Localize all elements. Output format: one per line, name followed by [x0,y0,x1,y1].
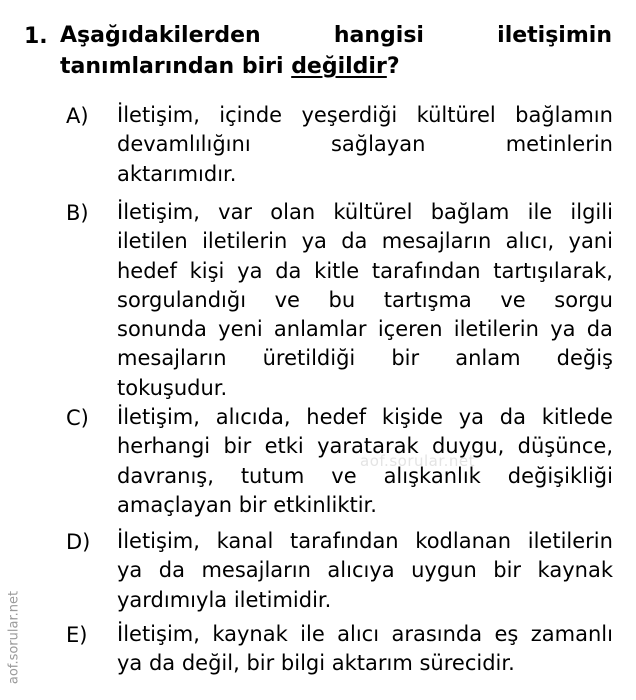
option-word: uygun [411,558,477,583]
option-word: hedef [306,405,367,429]
option-word: değiş [556,346,613,371]
option-word: sorgu [554,287,613,312]
watermark: aof.sorular.net [360,452,476,470]
option-text-line: ya da değil, bir bilgi aktarım sürecidir. [117,651,515,676]
option-word: İletişim, [117,405,200,429]
option-word: ya [237,258,263,283]
option-word: kanal [216,529,274,553]
option-word: bir [493,558,522,583]
option-text [117,527,613,615]
option-word: kitlede [541,405,613,429]
question-stem-line-2 [60,51,612,82]
option-word: davranış, [117,463,214,488]
option-word: İletişim, [117,529,200,553]
option-word: zamanlı [530,622,613,646]
option-text [117,198,613,403]
option-text-line [117,257,613,286]
option-word: kaynak [212,622,288,646]
option-word: anlam [455,346,521,371]
option-word: kitle [314,258,360,283]
option-word: tutum [240,463,305,488]
option-text-line: tokuşudur. [117,375,228,400]
option-text-line [117,130,613,159]
option-word: ile [527,200,553,224]
option-text-line: yardımıyla iletimidir. [117,587,332,612]
option-text-line [117,315,613,344]
option-word: ya [550,317,576,342]
option-word: iletilerin [527,529,613,553]
stem-suffix: ? [386,54,400,79]
option-letter: A) [66,104,89,128]
option-text-line [117,527,613,556]
option-text-line [117,344,613,373]
option-word: hedef [117,258,177,283]
option-word: devamlılığını [117,132,251,157]
stem-prefix: tanımlarından biri [60,54,292,79]
option-word: kültürel [333,200,413,224]
option-word: alıcı, [505,229,555,254]
option-word: alıcıda, [215,405,291,429]
option-word: olan [270,200,316,224]
option-word: içinde [219,103,283,127]
option-word: ve [331,463,357,488]
option-word: değişikliği [507,463,613,488]
question-stem-line-1 [60,20,612,51]
option-text-line [117,198,613,227]
option-word: yeni [218,317,263,342]
option-word: bir [391,346,420,371]
option-word: kodlanan [415,529,512,553]
option-word: ya [301,229,327,254]
option-word: da [586,317,613,342]
option-word: düşünce, [517,434,613,459]
option-letter: B) [66,201,89,225]
option-word: mesajların [117,346,227,371]
option-word: İletişim, [117,103,200,127]
option-word: sorgulandığı [117,287,247,312]
option-word: ilgili [570,200,613,224]
option-word: kültürel [416,103,496,127]
option-text-line [117,227,613,256]
option-text-line [117,101,613,130]
option-word: da [341,229,368,254]
option-word: mesajların [201,558,311,583]
question-stem [60,20,612,82]
question-number: 1. [24,24,48,49]
option-word: kaynak [537,558,613,583]
option-word: mesajların [381,229,492,254]
option-word: iletilen [117,229,188,254]
option-word: iletilerin [453,317,539,342]
option-word: bir [223,434,252,459]
option-word: da [499,405,526,429]
option-word: tartışma [383,287,472,312]
option-word: İletişim, [117,200,200,224]
option-word: arasında [391,622,483,646]
option-word: kişi [189,258,225,283]
option-text-line [117,403,613,432]
option-word: üretildiği [262,346,356,371]
option-text-line [117,620,613,649]
option-word: sonunda [117,317,207,342]
option-letter: D) [66,530,91,554]
option-text [117,101,613,189]
option-word: tartışılarak, [493,258,613,283]
option-word: anlamlar [273,317,367,342]
stem-word: iletişimin [497,23,612,48]
option-word: tarafından [371,258,481,283]
option-word: var [218,200,253,224]
option-word: yani [568,229,613,254]
option-text [117,620,613,679]
option-word: içeren [377,317,443,342]
option-letter: E) [66,623,88,647]
option-word: iletilerin [202,229,288,254]
option-text-line [117,556,613,585]
option-word: metinlerin [505,132,613,157]
option-word: bu [328,287,356,312]
stem-word: hangisi [333,23,424,48]
option-word: alıcıya [327,558,395,583]
option-word: bağlamın [515,103,613,127]
option-word: ya [117,558,143,583]
option-text-line: aktarımıdır. [117,161,237,186]
option-word: herhangi [117,434,211,459]
option-word: alıcı [337,622,380,646]
option-text-line: amaçlayan bir etkinliktir. [117,492,377,517]
option-word: da [158,558,185,583]
option-word: ve [274,287,300,312]
option-word: ya [458,405,484,429]
option-word: ile [300,622,325,646]
option-word: alışkanlık [383,463,481,488]
option-word: da [275,258,302,283]
option-word: duygu, [431,434,505,459]
option-word: eş [494,622,519,646]
negation-word: değildir [291,54,387,79]
option-word: yaratarak [317,434,419,459]
option-word: yeşerdiği [301,103,398,127]
option-word: ve [500,287,526,312]
option-word: İletişim, [117,622,200,646]
option-word: sağlayan [330,132,426,157]
option-word: tarafından [289,529,399,553]
side-watermark: aof.sorular.net [6,590,22,685]
option-text-line [117,286,613,315]
stem-word: Aşağıdakilerden [60,23,261,48]
option-letter: C) [66,406,89,430]
option-word: kişide [381,405,443,429]
option-word: etki [264,434,304,459]
option-word: bağlam [430,200,510,224]
